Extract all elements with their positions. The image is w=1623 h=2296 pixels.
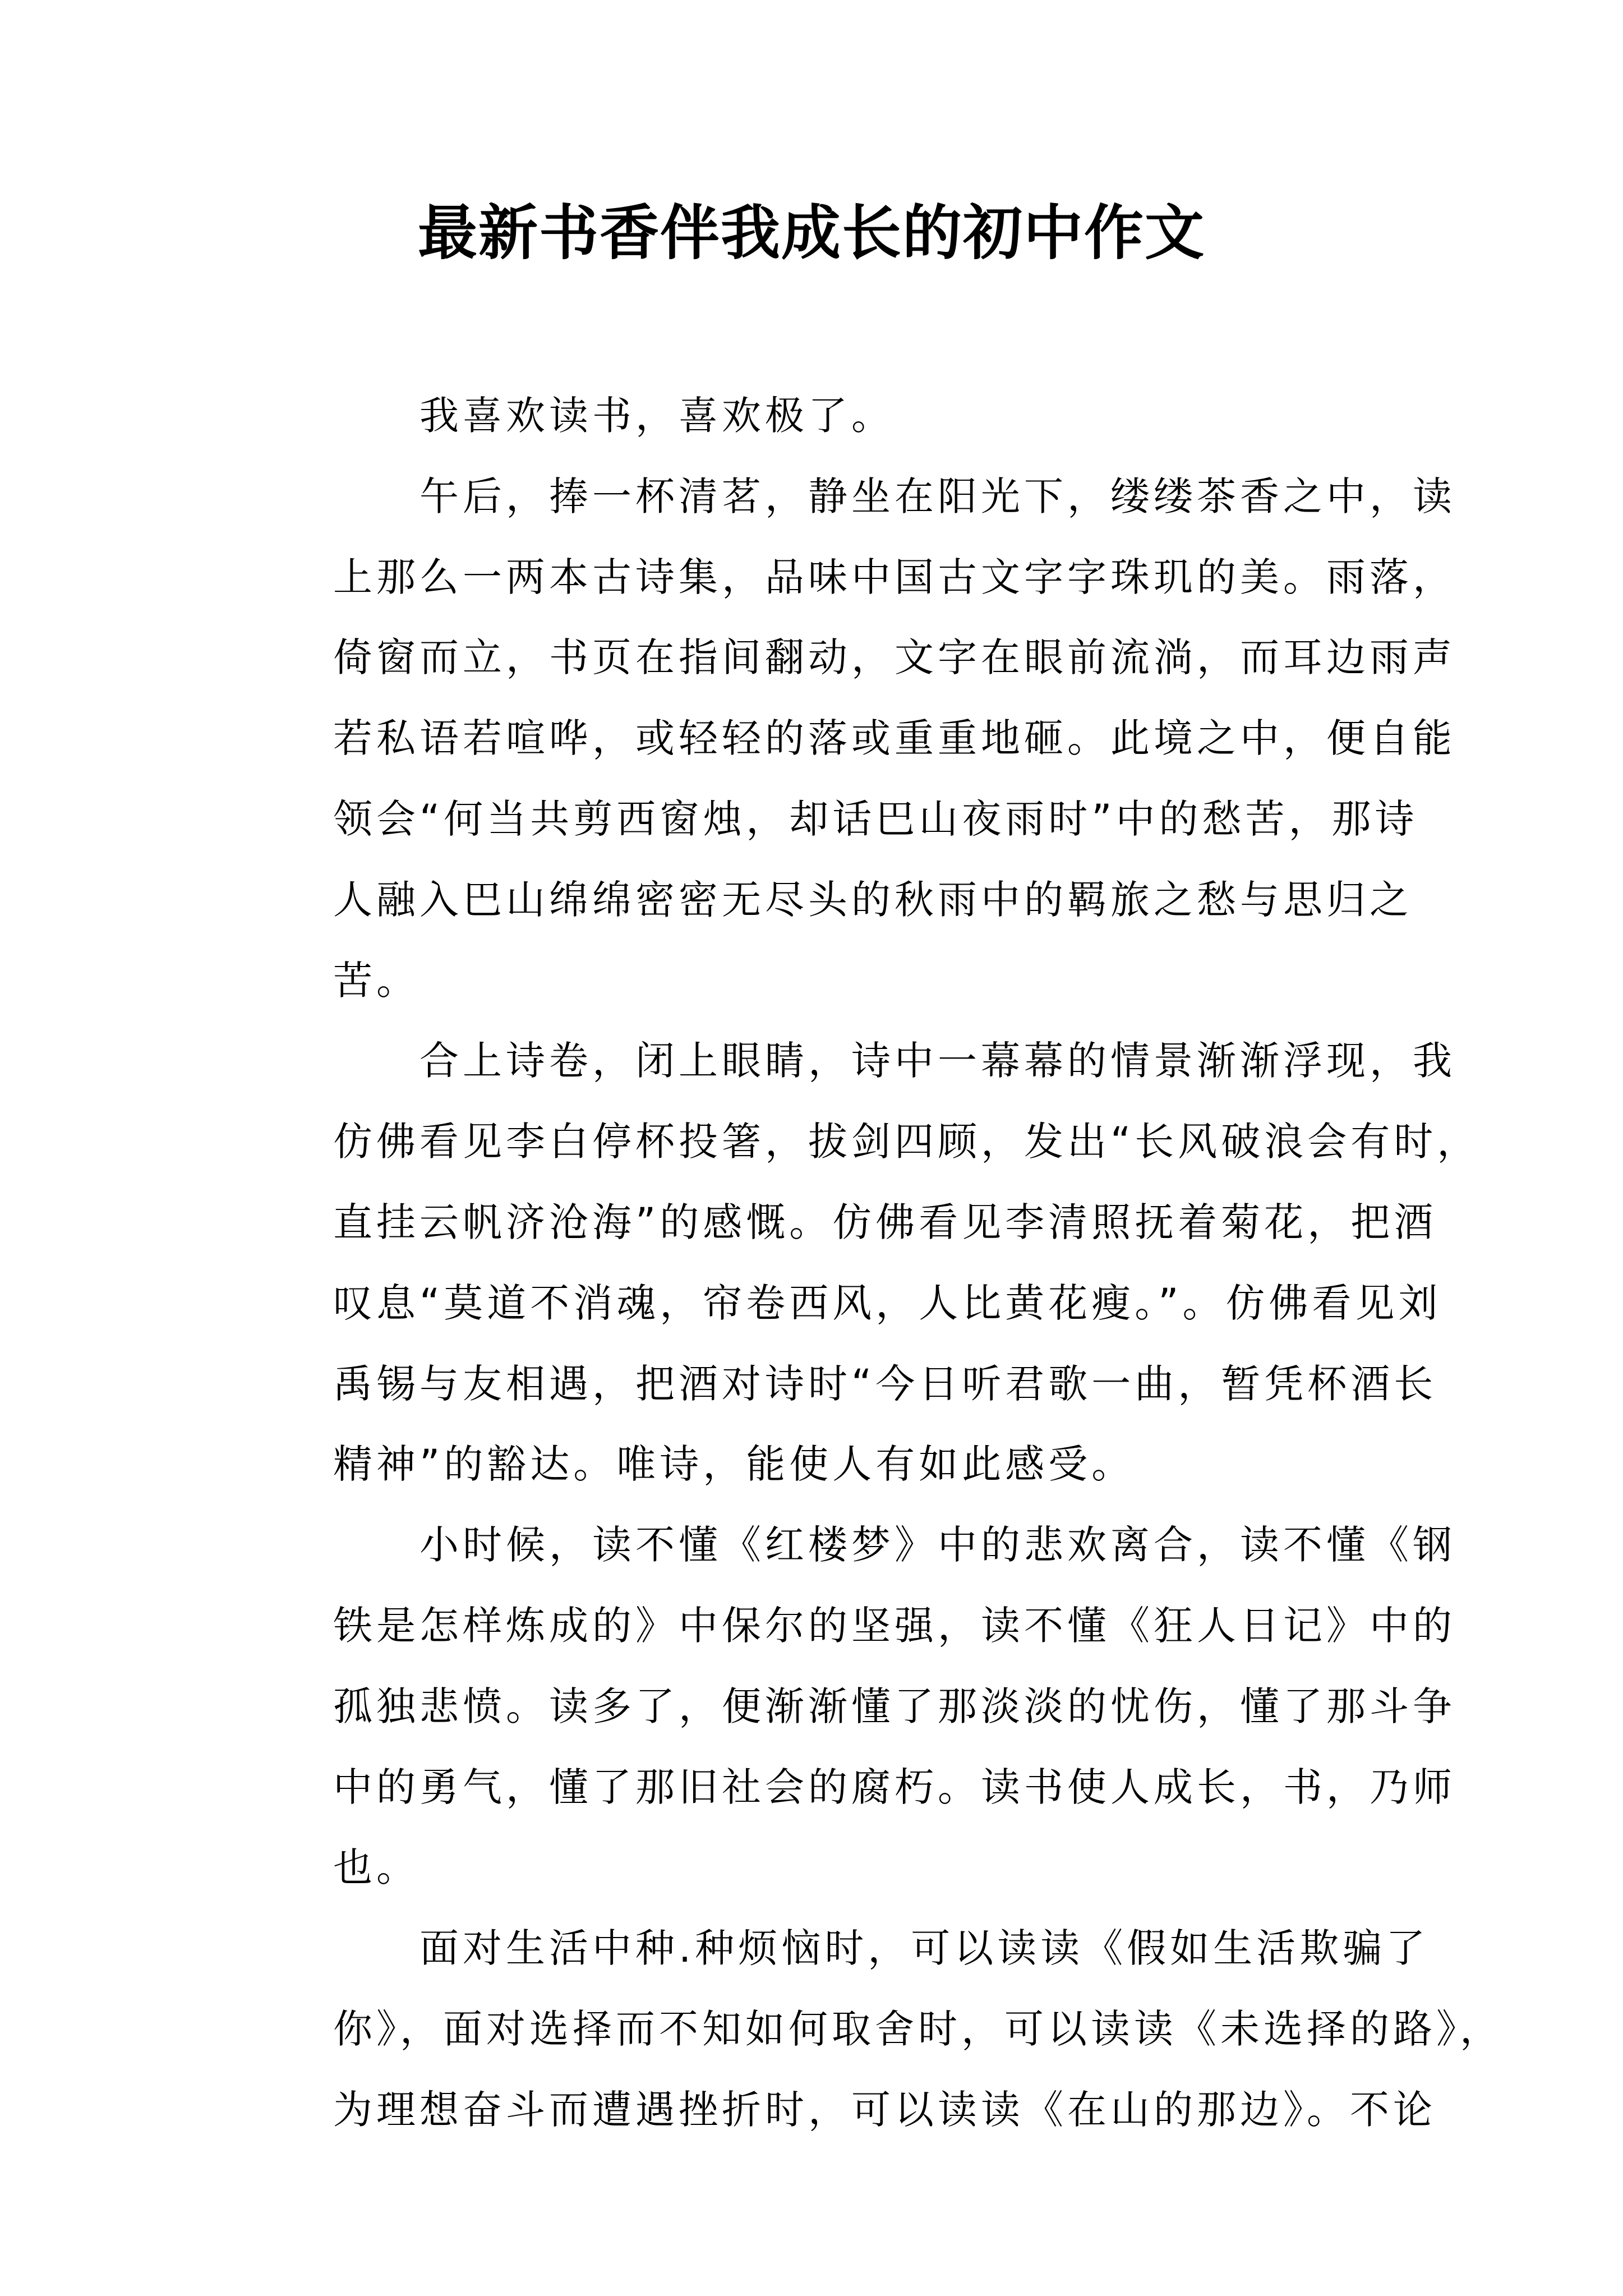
- text-line: 中的勇气，懂了那旧社会的腐朽。读书使人成长，书，乃师: [333, 1764, 1456, 1810]
- paragraph-1: [247, 376, 1385, 457]
- text-line: 倚窗而立，书页在指间翻动，文字在眼前流淌，而耳边雨声: [333, 634, 1456, 681]
- text-line: 合上诗卷，闭上眼睛，诗中一幕幕的情景渐渐浮现，我: [419, 1038, 1456, 1084]
- text-line: 我喜欢读书，喜欢极了。: [419, 393, 895, 439]
- text-line: 孤独悲愤。读多了，便渐渐懂了那淡淡的忧伤，懂了那斗争: [333, 1683, 1456, 1729]
- text-line: 为理想奋斗而遭遇挫折时，可以读读《在山的那边》。不论: [333, 2086, 1436, 2133]
- paragraph-2: [247, 457, 1456, 1022]
- text-line: 叹息“莫道不消魂，帘卷西风，人比黄花瘦。”。仿佛看见刘: [333, 1280, 1442, 1326]
- paragraph-5: [247, 1908, 1503, 2150]
- text-line: 午后，捧一杯清茗，静坐在阳光下，缕缕茶香之中，读: [419, 473, 1456, 519]
- text-line: 领会“何当共剪西窗烛，却话巴山夜雨时”中的愁苦，那诗: [333, 795, 1418, 842]
- text-line: 若私语若喧哗，或轻轻的落或重重地砸。此境之中，便自能: [333, 715, 1456, 762]
- text-line: 直挂云帆济沧海”的感慨。仿佛看见李清照抚着菊花，把酒: [333, 1199, 1437, 1245]
- text-line: 也。: [333, 1844, 419, 1891]
- text-line: 你》，面对选择而不知如何取舍时，可以读读《未选择的路》，: [333, 2005, 1503, 2052]
- text-line: 上那么一两本古诗集，品味中国古文字字珠玑的美。雨落，: [333, 554, 1456, 600]
- document-title: 最新书香伴我成长的初中作文: [418, 197, 1205, 268]
- paragraph-3: [247, 1021, 1481, 1505]
- text-line: 面对生活中种.种烦恼时，可以读读《假如生活欺骗了: [419, 1925, 1430, 1972]
- text-line: 禹锡与友相遇，把酒对诗时“今日听君歌一曲，暂凭杯酒长: [333, 1360, 1437, 1407]
- text-line: 苦。: [333, 957, 419, 1004]
- paragraph-4: [247, 1505, 1456, 1908]
- text-line: 精神”的豁达。唯诗，能使人有如此感受。: [333, 1441, 1135, 1488]
- text-line: 铁是怎样炼成的》中保尔的坚强，读不懂《狂人日记》中的: [333, 1602, 1456, 1649]
- text-line: 仿佛看见李白停杯投箸，拔剑四顾，发出“长风破浪会有时，: [333, 1119, 1481, 1165]
- text-line: 人融入巴山绵绵密密无尽头的秋雨中的羁旅之愁与思归之: [333, 876, 1413, 923]
- document-body: [247, 376, 1503, 2151]
- text-line: 小时候，读不懂《红楼梦》中的悲欢离合，读不懂《钢: [419, 1522, 1456, 1568]
